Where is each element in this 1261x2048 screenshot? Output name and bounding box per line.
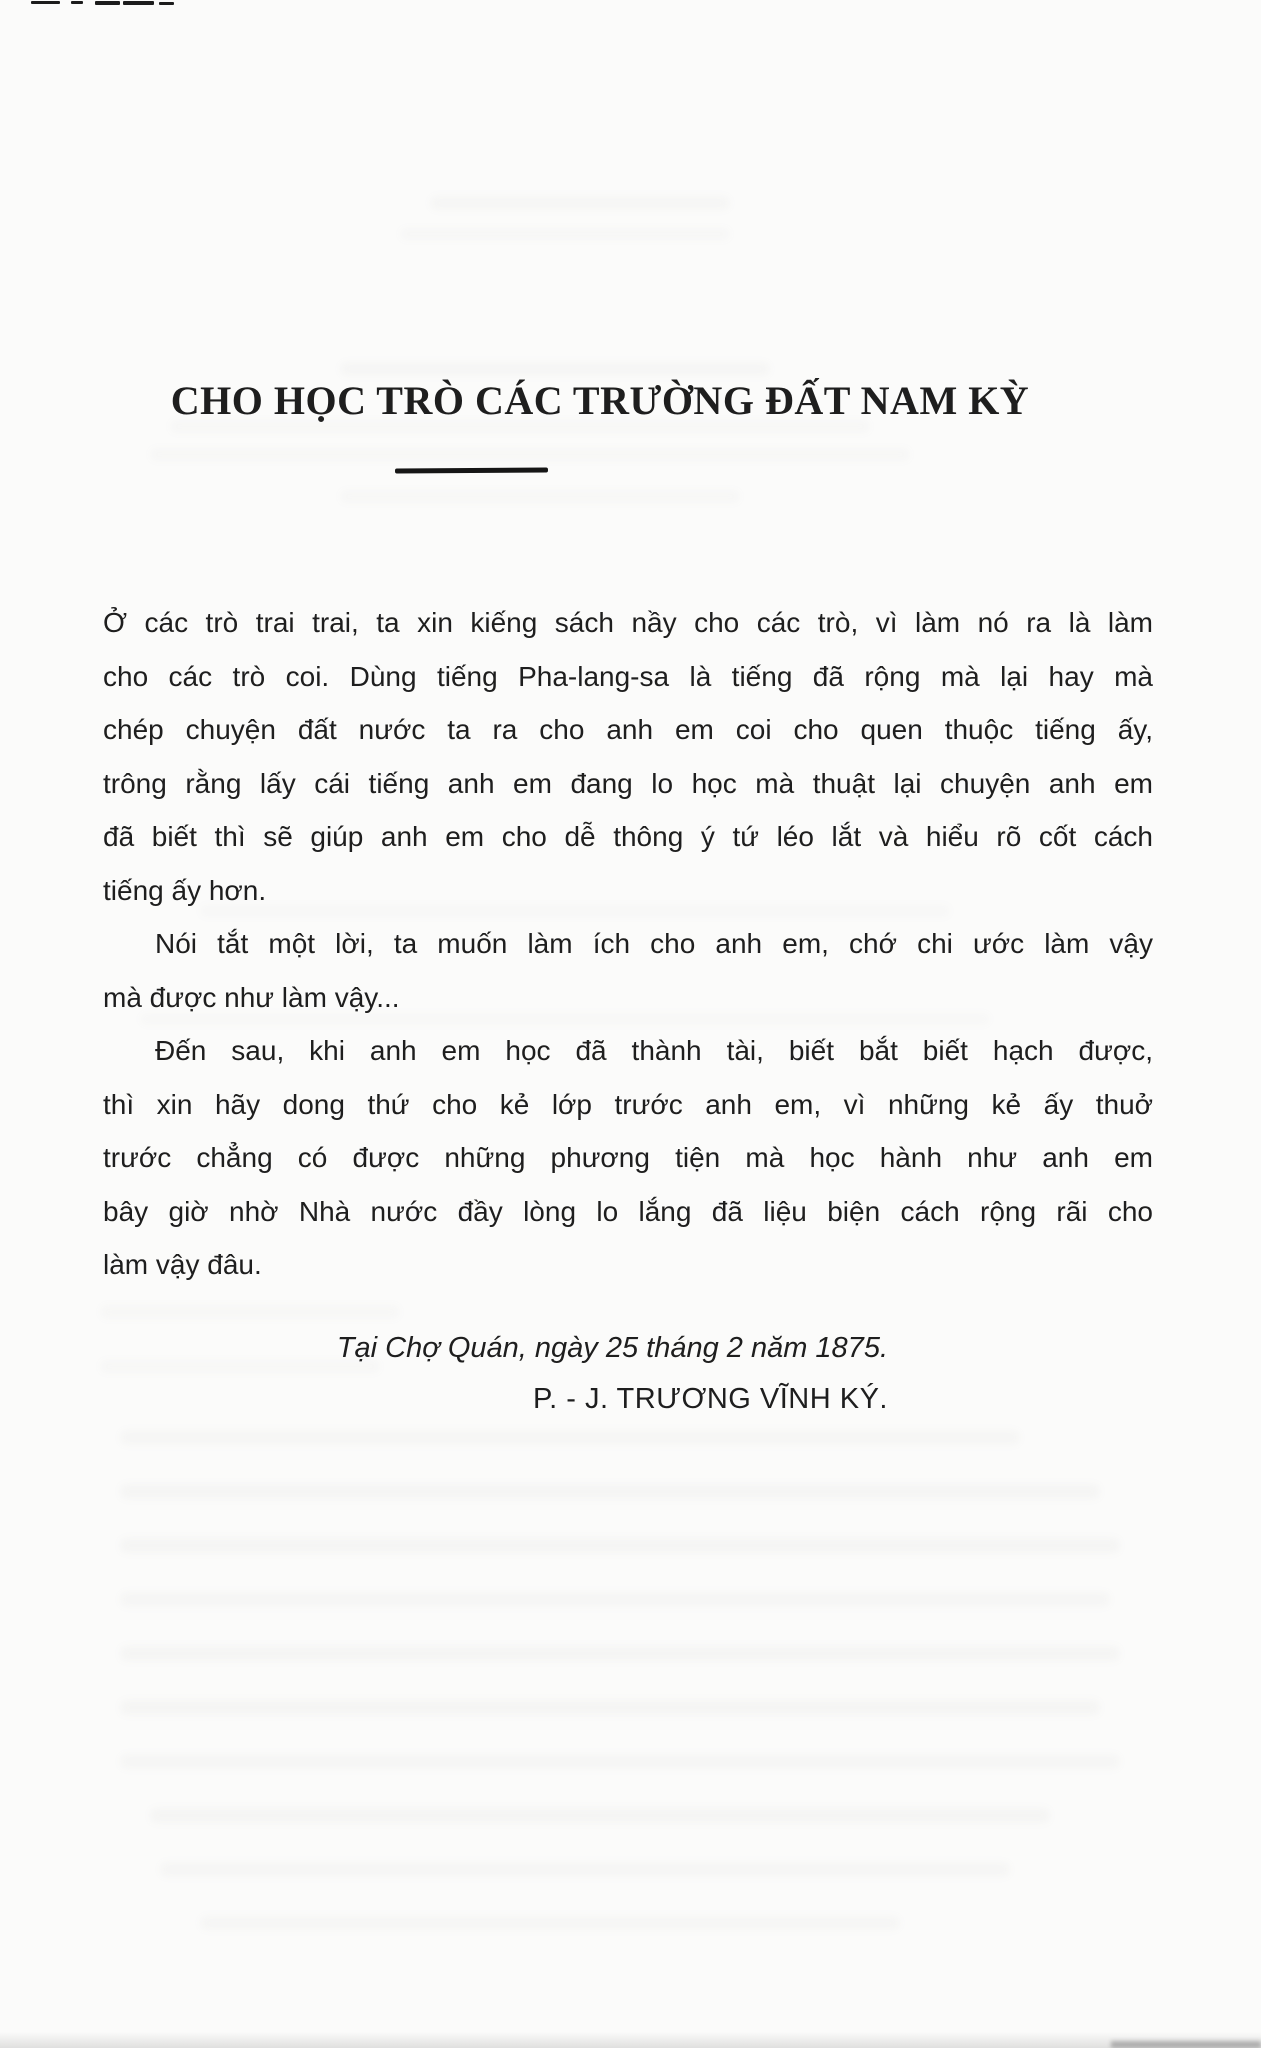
- bleedthrough-line: [150, 1808, 1050, 1823]
- bleedthrough-line: [120, 1592, 1110, 1607]
- body-line: Nói tắt một lời, ta muốn làm ích cho anh em, chớ chi ước làm vậy: [155, 928, 1153, 959]
- bleedthrough-line: [100, 1305, 400, 1319]
- body-line: làm vậy đâu.: [103, 1249, 262, 1280]
- signature-place-date: Tại Chợ Quán, ngày 25 tháng 2 năm 1875.: [336, 1332, 888, 1364]
- signature-block: [337, 1322, 888, 1424]
- bleedthrough-line: [140, 1013, 990, 1025]
- bleedthrough-line: [340, 490, 740, 503]
- body-line: trông rằng lấy cái tiếng anh em đang lo học mà thuật lại chuyện anh em: [103, 767, 1153, 799]
- scan-bottom-shadow: [0, 2032, 1261, 2048]
- bleedthrough-line: [200, 905, 950, 917]
- page-title: CHO HỌC TRÒ CÁC TRƯỜNG ĐẤT NAM KỲ: [170, 378, 1030, 423]
- bleedthrough-line: [340, 362, 770, 376]
- document-body: [103, 596, 1153, 1292]
- title-divider: [395, 467, 548, 473]
- signature-author: P. - J. TRƯƠNG VĨNH KÝ.: [533, 1383, 888, 1415]
- bleedthrough-line: [430, 196, 730, 210]
- torn-edge-mark: [95, 1, 120, 5]
- scan-corner-shadow: [1111, 2041, 1261, 2048]
- bleedthrough-line: [170, 420, 870, 433]
- body-line: chép chuyện đất nước ta ra cho anh em coi cho quen thuộc tiếng ấy,: [103, 714, 1153, 745]
- body-line: Đến sau, khi anh em học đã thành tài, biết bắt biết hạch được,: [155, 1035, 1153, 1066]
- bleedthrough-line: [120, 1430, 1020, 1445]
- body-line: tiếng ấy hơn.: [103, 874, 267, 906]
- body-line: thì xin hãy dong thứ cho kẻ lớp trước anh em, vì những kẻ ấy thuở: [103, 1088, 1153, 1120]
- body-line: trước chẳng có được những phương tiện mà học hành như anh em: [103, 1142, 1153, 1173]
- bleedthrough-line: [200, 1916, 900, 1930]
- torn-edge-mark: [31, 1, 60, 4]
- bleedthrough-line: [160, 1862, 1010, 1877]
- bleedthrough-line: [120, 1646, 1120, 1661]
- body-line: Ở các trò trai trai, ta xin kiếng sách nầy cho các trò, vì làm nó ra là làm: [103, 607, 1153, 638]
- body-line: bây giờ nhờ Nhà nước đầy lòng lo lắng đã liệu biện cách rộng rãi cho: [103, 1195, 1153, 1227]
- bleedthrough-line: [120, 1538, 1120, 1553]
- bleedthrough-line: [120, 1754, 1120, 1769]
- bleedthrough-line: [120, 1484, 1100, 1499]
- torn-edge-mark: [71, 1, 83, 4]
- bleedthrough-line: [100, 1360, 380, 1373]
- body-line: mà được như làm vậy...: [103, 981, 400, 1013]
- bleedthrough-line: [150, 448, 910, 461]
- body-line: đã biết thì sẽ giúp anh em cho dễ thông ý tứ léo lắt và hiểu rõ cốt cách: [103, 821, 1153, 852]
- bleedthrough-line: [120, 1700, 1100, 1715]
- body-line: cho các trò coi. Dùng tiếng Pha-lang-sa là tiếng đã rộng mà lại hay mà: [103, 660, 1153, 692]
- torn-edge-mark: [123, 1, 154, 5]
- bleedthrough-line: [400, 228, 730, 240]
- torn-edge-mark: [159, 2, 174, 5]
